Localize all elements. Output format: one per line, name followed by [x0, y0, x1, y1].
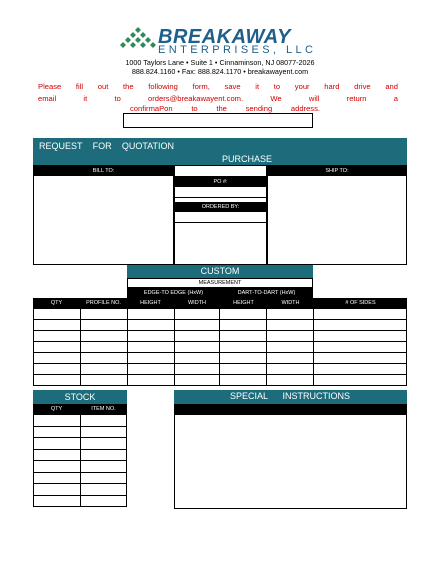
stock-table-cell[interactable]	[34, 415, 81, 427]
stock-table-cell[interactable]	[34, 438, 81, 450]
stock-table-cell[interactable]	[34, 449, 81, 461]
col-profile-no: PROFILE NO.	[86, 300, 121, 306]
special-bar	[174, 404, 407, 414]
custom-table-cell[interactable]	[220, 342, 267, 353]
custom-table-cell[interactable]	[174, 309, 220, 320]
special-title: SPECIAL INSTRUCTIONS	[230, 391, 350, 401]
stock-table-row	[34, 461, 127, 473]
stock-table-cell[interactable]	[80, 472, 127, 484]
custom-table-cell[interactable]	[127, 353, 174, 364]
stock-table-cell[interactable]	[80, 484, 127, 496]
custom-table-cell[interactable]	[127, 309, 174, 320]
custom-table-row	[34, 331, 407, 342]
stock-title: STOCK	[33, 390, 127, 404]
brand-subtitle: ENTERPRISES, LLC	[158, 44, 317, 56]
email-field[interactable]	[123, 113, 313, 128]
custom-table-cell[interactable]	[80, 342, 127, 353]
custom-table-row	[34, 375, 407, 386]
stock-table-cell[interactable]	[34, 461, 81, 473]
bill-to-label: BILL TO:	[34, 166, 173, 176]
request-title: REQUEST FOR QUOTATION	[39, 141, 174, 151]
custom-table-cell[interactable]	[34, 320, 81, 331]
custom-table-cell[interactable]	[34, 375, 81, 386]
stock-table-row	[34, 449, 127, 461]
col-sides: # OF SIDES	[345, 300, 376, 306]
special-instructions-field[interactable]	[174, 414, 407, 509]
request-subtitle: PURCHASE ORDER	[222, 154, 273, 174]
custom-table-cell[interactable]	[267, 320, 314, 331]
contact-line: 888.824.1160 • Fax: 888.824.1170 • breakawayent.com	[131, 67, 309, 76]
custom-table-cell[interactable]	[34, 364, 81, 375]
ship-to-label: SHIP TO:	[268, 166, 406, 176]
custom-table-cell[interactable]	[80, 364, 127, 375]
col-width-dart: WIDTH	[281, 300, 300, 306]
stock-col-item-no: ITEM NO.	[91, 406, 116, 412]
stock-table-cell[interactable]	[34, 472, 81, 484]
stock-table-cell[interactable]	[34, 426, 81, 438]
custom-table-row	[34, 364, 407, 375]
stock-column-header	[33, 404, 127, 414]
custom-table-cell[interactable]	[220, 364, 267, 375]
address-line: 1000 Taylors Lane • Suite 1 • Cinnaminson, NJ 08077-2026	[125, 58, 315, 67]
custom-table-cell[interactable]	[267, 342, 314, 353]
custom-table-cell[interactable]	[174, 331, 220, 342]
custom-table-cell[interactable]	[314, 364, 407, 375]
custom-table-cell[interactable]	[174, 320, 220, 331]
custom-table-cell[interactable]	[314, 320, 407, 331]
instruction-line-1: Please fill out the following form, save it to your hard drive and	[38, 82, 398, 91]
brand-name: BREAKAWAY	[158, 26, 292, 48]
custom-table-cell[interactable]	[220, 353, 267, 364]
stock-table-row	[34, 495, 127, 507]
custom-table-cell[interactable]	[80, 309, 127, 320]
po-column	[174, 165, 267, 265]
custom-table-row	[34, 353, 407, 364]
custom-title: CUSTOM	[127, 265, 313, 278]
logo-mark	[120, 27, 156, 51]
col-height-dart: HEIGHT	[233, 300, 254, 306]
stock-table-row	[34, 472, 127, 484]
stock-table-cell[interactable]	[80, 438, 127, 450]
custom-table-cell[interactable]	[267, 353, 314, 364]
stock-table-cell[interactable]	[34, 495, 81, 507]
custom-table-cell[interactable]	[174, 364, 220, 375]
instruction-line-2: email it to orders@breakawayent.com. We will return a	[38, 94, 398, 103]
stock-table-row	[34, 438, 127, 450]
po-field[interactable]	[175, 187, 266, 198]
custom-table-cell[interactable]	[314, 309, 407, 320]
col-width-edge: WIDTH	[187, 300, 207, 306]
ship-to-box[interactable]	[267, 165, 407, 265]
custom-table-row	[34, 320, 407, 331]
custom-table-cell[interactable]	[220, 309, 267, 320]
custom-table-cell[interactable]	[314, 353, 407, 364]
ordered-by-label: ORDERED BY:	[175, 202, 266, 212]
custom-table-cell[interactable]	[127, 342, 174, 353]
custom-table-cell[interactable]	[127, 320, 174, 331]
po-label: PO #:	[175, 177, 266, 187]
bill-to-box[interactable]	[33, 165, 174, 265]
col-qty: QTY	[50, 300, 63, 306]
dart-to-dart-label: DART-TO-DART (HxW)	[220, 288, 313, 298]
stock-table-cell[interactable]	[80, 461, 127, 473]
custom-table-cell[interactable]	[80, 353, 127, 364]
ordered-by-field[interactable]	[175, 212, 266, 223]
custom-table-cell[interactable]	[127, 331, 174, 342]
custom-table-cell[interactable]	[80, 375, 127, 386]
custom-table-cell[interactable]	[220, 331, 267, 342]
custom-table-cell[interactable]	[34, 353, 81, 364]
custom-table-cell[interactable]	[220, 375, 267, 386]
custom-table-cell[interactable]	[267, 364, 314, 375]
custom-table-cell[interactable]	[314, 342, 407, 353]
custom-table-cell[interactable]	[34, 342, 81, 353]
custom-table-cell[interactable]	[80, 331, 127, 342]
custom-table-cell[interactable]	[174, 375, 220, 386]
stock-table-cell[interactable]	[34, 484, 81, 496]
stock-table-row	[34, 484, 127, 496]
custom-column-header	[33, 298, 407, 308]
edge-to-edge-label: EDGE-TO EDGE (HxW)	[127, 288, 220, 298]
po-top-field[interactable]	[175, 166, 266, 177]
col-height-edge: HEIGHT	[140, 300, 161, 306]
stock-table-row	[34, 426, 127, 438]
custom-table-cell[interactable]	[34, 331, 81, 342]
custom-table-cell[interactable]	[267, 375, 314, 386]
custom-table-row	[34, 342, 407, 353]
custom-table-cell[interactable]	[127, 375, 174, 386]
stock-table-cell[interactable]	[80, 415, 127, 427]
custom-table-cell[interactable]	[174, 342, 220, 353]
custom-table-row	[34, 309, 407, 320]
custom-table-cell[interactable]	[267, 331, 314, 342]
special-header	[174, 390, 407, 404]
stock-table-cell[interactable]	[80, 426, 127, 438]
custom-table-cell[interactable]	[174, 353, 220, 364]
custom-table-cell[interactable]	[80, 320, 127, 331]
custom-table	[33, 308, 407, 386]
stock-col-qty: QTY	[50, 406, 63, 412]
custom-table-cell[interactable]	[220, 320, 267, 331]
stock-table-row	[34, 415, 127, 427]
measurement-label: MEASUREMENT	[127, 278, 313, 288]
stock-table	[33, 414, 127, 507]
custom-table-cell[interactable]	[314, 375, 407, 386]
custom-table-cell[interactable]	[127, 364, 174, 375]
stock-table-cell[interactable]	[80, 495, 127, 507]
custom-table-cell[interactable]	[34, 309, 81, 320]
custom-table-cell[interactable]	[267, 309, 314, 320]
stock-table-cell[interactable]	[80, 449, 127, 461]
custom-table-cell[interactable]	[314, 331, 407, 342]
instruction-line-3: confirmaPon to the sending address.	[130, 104, 320, 113]
